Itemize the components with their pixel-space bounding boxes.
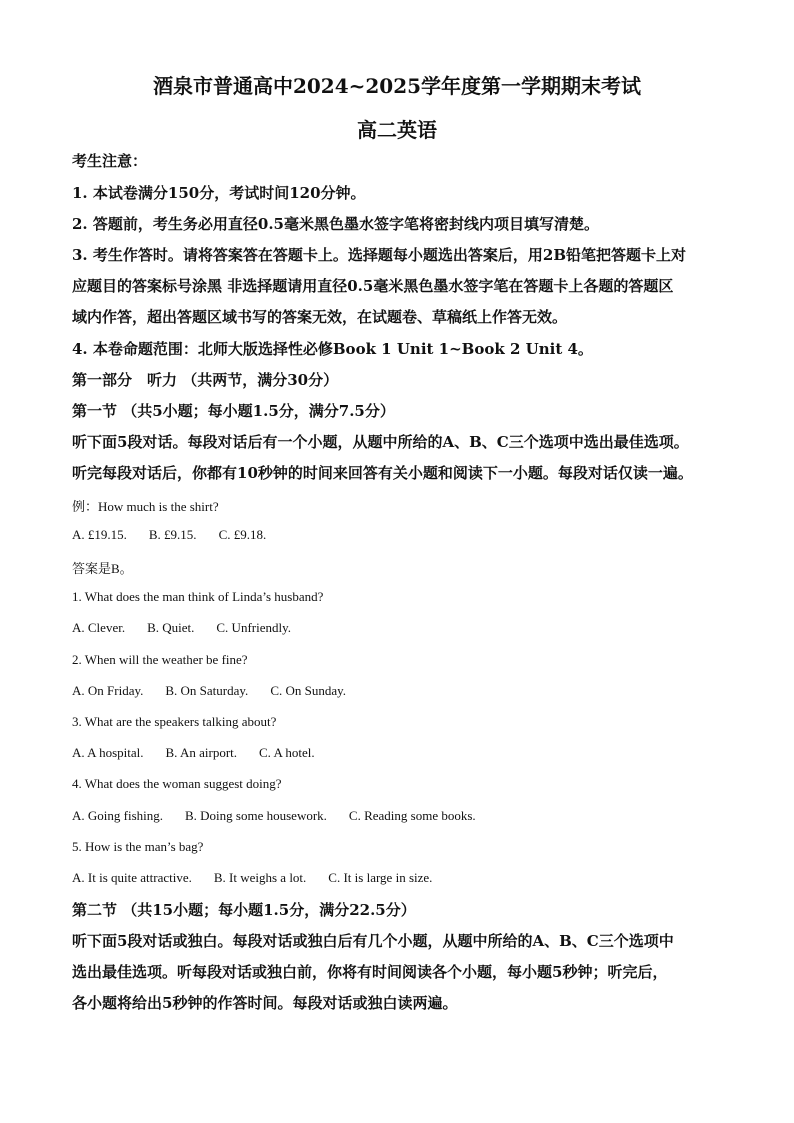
question-options	[72, 745, 337, 761]
exam-subtitle: 高二英语	[357, 118, 437, 142]
example-question: 例：How much is the shirt?	[72, 499, 219, 514]
question: 3. What are the speakers talking about?	[72, 714, 277, 729]
option: C. A hotel.	[259, 745, 315, 760]
notice-item: 1. 本试卷满分150分，考试时间120分钟。	[72, 184, 366, 202]
notice-item: 应题目的答案标号涂黑 非选择题请用直径0.5毫米黑色墨水签字笔在答题卡上各题的答题区	[72, 277, 674, 295]
question-options	[72, 683, 368, 699]
question: 2. When will the weather be fine?	[72, 652, 248, 667]
section2-heading: 第二节 （共15小题；每小题1.5分，满分22.5分）	[72, 901, 416, 919]
notice-item: 域内作答，超出答题区域书写的答案无效，在试题卷、草稿纸上作答无效。	[72, 308, 568, 326]
option: C. On Sunday.	[270, 683, 347, 698]
notice-item: 3. 考生作答时。请将答案答在答题卡上。选择题每小题选出答案后，用2B铅笔把答题卡上对	[72, 246, 687, 264]
section1-instruction: 听下面5段对话。每段对话后有一个小题，从题中所给的A、B、C三个选项中选出最佳选项。	[72, 433, 689, 451]
option: A. A hospital.	[72, 745, 144, 760]
question: 5. How is the man’s bag?	[72, 839, 204, 854]
option: B. £9.15.	[148, 527, 197, 542]
option: A. £19.15.	[72, 527, 127, 542]
option: B. On Saturday.	[165, 683, 249, 698]
notice-item: 4. 本卷命题范围：北师大版选择性必修Book 1 Unit 1~Book 2 Unit 4。	[72, 340, 593, 358]
question: 1. What does the man think of Linda’s husband?	[72, 589, 324, 604]
section2-instruction: 选出最佳选项。听每段对话或独白前，你将有时间阅读各个小题，每小题5秒钟；听完后，	[72, 963, 668, 981]
section1-instruction: 听完每段对话后，你都有10秒钟的时间来回答有关小题和阅读下一小题。每段对话仅读一遍。	[72, 464, 693, 482]
section2-instruction: 听下面5段对话或独白。每段对话或独白后有几个小题，从题中所给的A、B、C三个选项中	[72, 932, 674, 950]
option: C. Unfriendly.	[216, 620, 292, 635]
option: C. £9.18.	[218, 527, 267, 542]
question-options	[72, 620, 313, 636]
option: B. Doing some housework.	[185, 808, 327, 823]
option: B. An airport.	[165, 745, 238, 760]
question-options	[72, 808, 498, 824]
section1-heading: 第一节 （共5小题；每小题1.5分，满分7.5分）	[72, 402, 395, 420]
part1-heading: 第一部分 听力 （共两节，满分30分）	[72, 371, 339, 389]
option: B. Quiet.	[147, 620, 195, 635]
notice-heading: 考生注意：	[72, 152, 148, 170]
option: A. Going fishing.	[72, 808, 163, 823]
option: B. It weighs a lot.	[213, 870, 307, 885]
option: C. Reading some books.	[348, 808, 476, 823]
example-options	[72, 527, 288, 543]
section2-instruction: 各小题将给出5秒钟的作答时间。每段对话或独白读两遍。	[72, 994, 458, 1012]
exam-title: 酒泉市普通高中2024~2025学年度第一学期期末考试	[152, 74, 642, 98]
option: A. On Friday.	[72, 683, 144, 698]
question: 4. What does the woman suggest doing?	[72, 776, 282, 791]
example-answer: 答案是B。	[72, 561, 133, 576]
question-options	[72, 870, 454, 886]
option: A. It is quite attractive.	[72, 870, 192, 885]
notice-item: 2. 答题前，考生务必用直径0.5毫米黑色墨水签字笔将密封线内项目填写清楚。	[72, 215, 599, 233]
option: A. Clever.	[72, 620, 126, 635]
option: C. It is large in size.	[328, 870, 433, 885]
